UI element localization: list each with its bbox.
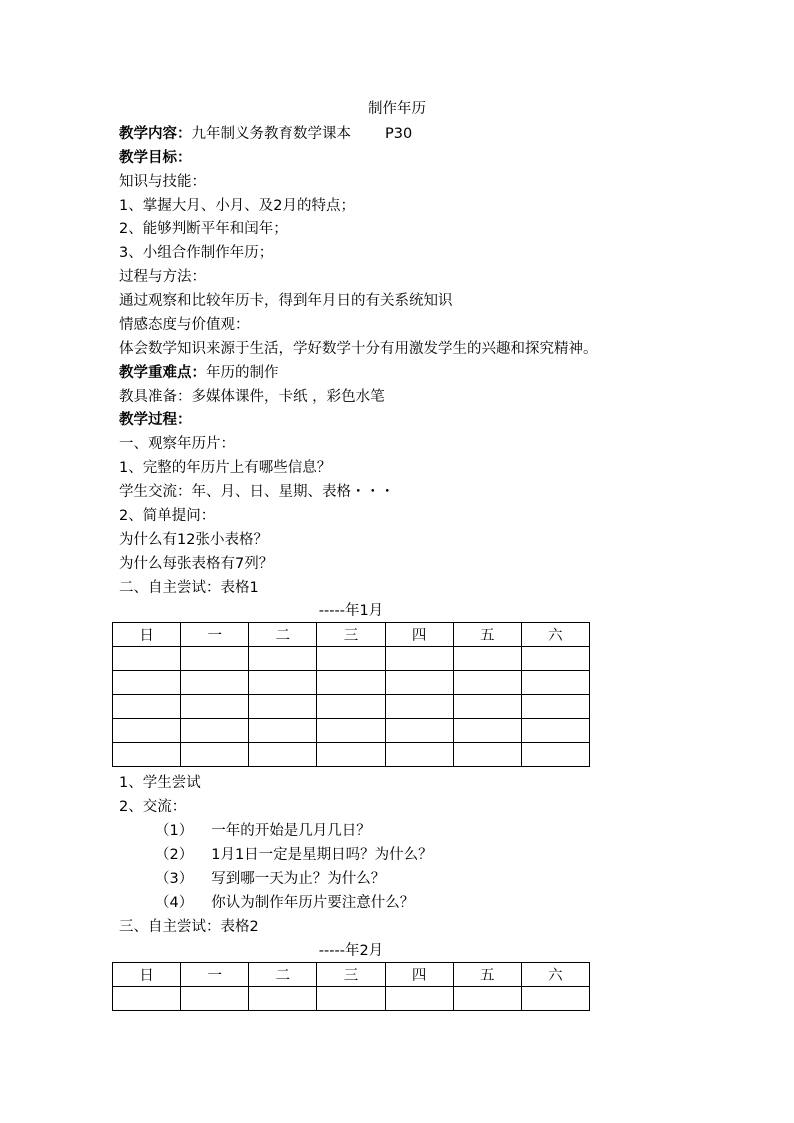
- calendar-cell: [453, 987, 521, 1011]
- calendar-cell: [113, 743, 181, 767]
- calendar-cell: [249, 719, 317, 743]
- calendar-cell: [249, 987, 317, 1011]
- question-2: [155, 845, 433, 865]
- weekday-tue: 二: [249, 963, 317, 987]
- weekday-mon: 一: [181, 963, 249, 987]
- calendar-cell: [453, 671, 521, 695]
- knowledge-heading: 知识与技能：: [119, 174, 206, 190]
- calendar-cell: [317, 743, 385, 767]
- calendar-cell: [521, 671, 589, 695]
- process-text: 通过观察和比较年历卡，得到年月日的有关系统知识: [119, 293, 453, 309]
- calendar-cell: [385, 719, 453, 743]
- calendar-cell: [181, 987, 249, 1011]
- calendar-cell: [521, 647, 589, 671]
- weekday-wed: 三: [317, 963, 385, 987]
- calendar-cell: [385, 695, 453, 719]
- key-points-text: 年历的制作: [206, 365, 279, 381]
- tools-line: 教具准备：多媒体课件，卡纸 ，彩色水笔: [119, 389, 385, 405]
- calendar-cell: [317, 647, 385, 671]
- attitude-heading: 情感态度与价值观：: [119, 317, 250, 333]
- weekday-sat: 六: [521, 623, 589, 647]
- page-title: 制作年历: [368, 101, 426, 117]
- calendar-cell: [453, 743, 521, 767]
- section1-q1: 1、完整的年历片上有哪些信息？: [119, 460, 332, 476]
- knowledge-item-3: 3、小组合作制作年历；: [119, 245, 274, 261]
- calendar-cell: [453, 719, 521, 743]
- calendar-row: [113, 695, 590, 719]
- section3-heading: 三、自主尝试：表格2: [119, 919, 259, 935]
- calendar-row: [113, 987, 590, 1011]
- weekday-tue: 二: [249, 623, 317, 647]
- process-heading: 过程与方法：: [119, 269, 206, 285]
- calendar-cell: [385, 987, 453, 1011]
- calendar-row: [113, 719, 590, 743]
- calendar-cell: [385, 743, 453, 767]
- calendar-cell: [453, 647, 521, 671]
- calendar-row: [113, 647, 590, 671]
- weekday-fri: 五: [453, 623, 521, 647]
- weekday-thu: 四: [385, 623, 453, 647]
- section1-q2: 2、简单提问：: [119, 508, 216, 524]
- calendar-cell: [249, 647, 317, 671]
- question-3-text: 写到哪一天为止？为什么？: [211, 871, 386, 887]
- question-4-num: （4）: [155, 895, 194, 911]
- calendar-cell: [181, 719, 249, 743]
- weekday-sun: 日: [113, 963, 181, 987]
- section2-after-2: 2、交流：: [119, 799, 187, 815]
- calendar-row: [113, 671, 590, 695]
- question-3: [155, 869, 385, 889]
- question-2-text: 1月1日一定是星期日吗？为什么？: [211, 847, 433, 863]
- section1-q2b: 为什么每张表格有7列？: [119, 556, 274, 572]
- section2-after-1: 1、学生尝试: [119, 775, 201, 791]
- calendar-1-header-row: [113, 623, 590, 647]
- key-points-line: [119, 363, 279, 383]
- calendar-cell: [453, 695, 521, 719]
- weekday-fri: 五: [453, 963, 521, 987]
- weekday-thu: 四: [385, 963, 453, 987]
- attitude-text: 体会数学知识来源于生活，学好数学十分有用激发学生的兴趣和探究精神。: [119, 341, 598, 357]
- section1-answer: 学生交流：年、月、日、星期、表格・・・: [119, 484, 395, 500]
- key-points-label: 教学重难点：: [119, 365, 206, 381]
- calendar-cell: [113, 671, 181, 695]
- content-label: 教学内容：: [119, 126, 192, 142]
- calendar-cell: [181, 743, 249, 767]
- knowledge-item-1: 1、掌握大月、小月、及2月的特点；: [119, 198, 355, 214]
- knowledge-item-2: 2、能够判断平年和闰年；: [119, 221, 288, 237]
- calendar-cell: [249, 743, 317, 767]
- calendar-cell: [317, 719, 385, 743]
- content-text: 九年制义务教育数学课本: [191, 126, 351, 142]
- section1-heading: 一、观察年历片：: [119, 436, 235, 452]
- calendar-cell: [521, 743, 589, 767]
- calendar-1-caption: -----年1月: [318, 603, 384, 619]
- calendar-1-table: [112, 622, 590, 767]
- calendar-cell: [249, 671, 317, 695]
- calendar-cell: [113, 719, 181, 743]
- weekday-sun: 日: [113, 623, 181, 647]
- question-1-text: 一年的开始是几月几日？: [211, 823, 371, 839]
- calendar-2-caption: -----年2月: [318, 943, 384, 959]
- calendar-cell: [385, 671, 453, 695]
- calendar-cell: [113, 647, 181, 671]
- section2-heading: 二、自主尝试：表格1: [119, 580, 259, 596]
- calendar-cell: [113, 695, 181, 719]
- calendar-2-table: [112, 962, 590, 1011]
- weekday-sat: 六: [521, 963, 589, 987]
- question-4: [155, 893, 414, 913]
- weekday-wed: 三: [317, 623, 385, 647]
- content-line: [119, 124, 412, 144]
- calendar-cell: [317, 987, 385, 1011]
- question-1-num: （1）: [155, 823, 194, 839]
- calendar-cell: [249, 695, 317, 719]
- question-1: [155, 821, 371, 841]
- calendar-row: [113, 743, 590, 767]
- calendar-cell: [521, 719, 589, 743]
- calendar-cell: [113, 987, 181, 1011]
- content-page: P30: [385, 126, 413, 142]
- calendar-cell: [317, 695, 385, 719]
- calendar-cell: [385, 647, 453, 671]
- calendar-cell: [521, 987, 589, 1011]
- section1-q2a: 为什么有12张小表格？: [119, 532, 268, 548]
- calendar-cell: [521, 695, 589, 719]
- goals-heading: 教学目标：: [119, 150, 192, 166]
- process-label: 教学过程：: [119, 412, 192, 428]
- question-2-num: （2）: [155, 847, 194, 863]
- calendar-cell: [317, 671, 385, 695]
- calendar-cell: [181, 671, 249, 695]
- question-4-text: 你认为制作年历片要注意什么？: [211, 895, 415, 911]
- calendar-cell: [181, 695, 249, 719]
- calendar-cell: [181, 647, 249, 671]
- calendar-2-header-row: [113, 963, 590, 987]
- question-3-num: （3）: [155, 871, 194, 887]
- weekday-mon: 一: [181, 623, 249, 647]
